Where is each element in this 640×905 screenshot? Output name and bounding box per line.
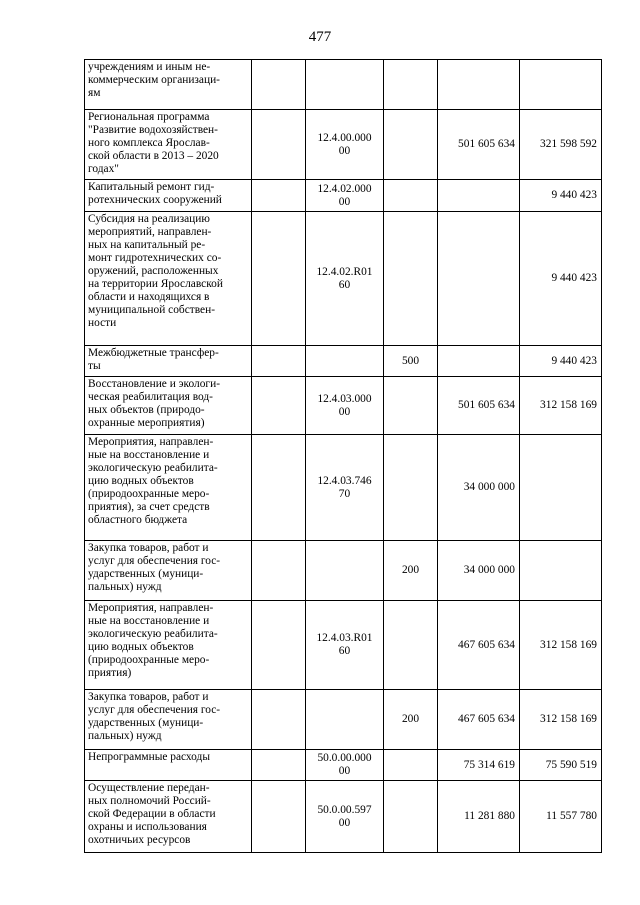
row-amount-2019-cell: 501 605 634 bbox=[438, 110, 520, 180]
row-blank-cell bbox=[252, 750, 306, 781]
row-blank-cell bbox=[252, 601, 306, 690]
row-code-cell: 12.4.02.R01 60 bbox=[306, 212, 384, 346]
row-expense-type-cell bbox=[384, 781, 438, 853]
row-amount-2019-cell: 501 605 634 bbox=[438, 377, 520, 435]
row-amount-2020-cell bbox=[520, 435, 602, 541]
row-code-cell bbox=[306, 541, 384, 601]
row-code-cell bbox=[306, 690, 384, 750]
table-row bbox=[85, 180, 602, 212]
row-amount-2019-cell bbox=[438, 180, 520, 212]
row-expense-type-cell: 200 bbox=[384, 541, 438, 601]
row-code-cell: 12.4.03.000 00 bbox=[306, 377, 384, 435]
row-name-cell: Мероприятия, направлен- ные на восстановление и экологическую реабилита- цию водных объектов (природоохранные меро- приятия), за счет средств областного бюджета bbox=[85, 435, 252, 541]
row-amount-2019-cell: 34 000 000 bbox=[438, 541, 520, 601]
row-expense-type-cell bbox=[384, 435, 438, 541]
row-blank-cell bbox=[252, 60, 306, 110]
row-name-cell: Межбюджетные трансфер- ты bbox=[85, 346, 252, 377]
row-amount-2020-cell: 321 598 592 bbox=[520, 110, 602, 180]
budget-table bbox=[84, 59, 602, 853]
table-row bbox=[85, 110, 602, 180]
row-amount-2019-cell bbox=[438, 346, 520, 377]
row-blank-cell bbox=[252, 212, 306, 346]
row-blank-cell bbox=[252, 180, 306, 212]
table-row bbox=[85, 601, 602, 690]
row-name-cell: Осуществление передан- ных полномочий Россий- ской Федерации в области охраны и использования охотничьих ресурсов bbox=[85, 781, 252, 853]
row-amount-2020-cell bbox=[520, 60, 602, 110]
row-amount-2020-cell: 312 158 169 bbox=[520, 690, 602, 750]
row-amount-2020-cell: 9 440 423 bbox=[520, 180, 602, 212]
row-amount-2019-cell: 75 314 619 bbox=[438, 750, 520, 781]
row-blank-cell bbox=[252, 377, 306, 435]
row-code-cell: 50.0.00.597 00 bbox=[306, 781, 384, 853]
row-name-cell: Мероприятия, направлен- ные на восстановление и экологическую реабилита- цию водных объектов (природоохранные меро- приятия) bbox=[85, 601, 252, 690]
row-blank-cell bbox=[252, 781, 306, 853]
row-amount-2019-cell: 11 281 880 bbox=[438, 781, 520, 853]
row-amount-2019-cell: 467 605 634 bbox=[438, 690, 520, 750]
row-code-cell: 12.4.03.R01 60 bbox=[306, 601, 384, 690]
row-expense-type-cell bbox=[384, 601, 438, 690]
row-expense-type-cell bbox=[384, 377, 438, 435]
row-blank-cell bbox=[252, 435, 306, 541]
row-blank-cell bbox=[252, 541, 306, 601]
row-name-cell: Субсидия на реализацию мероприятий, направлен- ных на капитальный ре- монт гидротехнических со- оружений, расположенных на территории Ярославской области и находящихся в муниципальной собствен- ности bbox=[85, 212, 252, 346]
row-expense-type-cell: 500 bbox=[384, 346, 438, 377]
row-name-cell: Восстановление и экологи- ческая реабилитация вод- ных объектов (природо- охранные мероприятия) bbox=[85, 377, 252, 435]
row-amount-2020-cell: 312 158 169 bbox=[520, 377, 602, 435]
row-expense-type-cell bbox=[384, 212, 438, 346]
row-amount-2020-cell bbox=[520, 541, 602, 601]
row-code-cell bbox=[306, 346, 384, 377]
row-amount-2020-cell: 11 557 780 bbox=[520, 781, 602, 853]
table-row bbox=[85, 750, 602, 781]
row-blank-cell bbox=[252, 690, 306, 750]
row-code-cell: 12.4.00.000 00 bbox=[306, 110, 384, 180]
row-amount-2019-cell bbox=[438, 60, 520, 110]
row-code-cell bbox=[306, 60, 384, 110]
row-expense-type-cell bbox=[384, 750, 438, 781]
row-expense-type-cell bbox=[384, 60, 438, 110]
row-amount-2020-cell: 9 440 423 bbox=[520, 212, 602, 346]
table-row bbox=[85, 60, 602, 110]
row-amount-2019-cell: 34 000 000 bbox=[438, 435, 520, 541]
row-expense-type-cell: 200 bbox=[384, 690, 438, 750]
row-amount-2020-cell: 75 590 519 bbox=[520, 750, 602, 781]
table-row bbox=[85, 212, 602, 346]
row-name-cell: Закупка товаров, работ и услуг для обеспечения гос- ударственных (муници- пальных) нужд bbox=[85, 690, 252, 750]
row-blank-cell bbox=[252, 346, 306, 377]
row-amount-2020-cell: 312 158 169 bbox=[520, 601, 602, 690]
page-number: 477 bbox=[308, 29, 332, 45]
table-body bbox=[85, 60, 602, 853]
row-name-cell: Капитальный ремонт гид- ротехнических сооружений bbox=[85, 180, 252, 212]
row-amount-2019-cell bbox=[438, 212, 520, 346]
row-code-cell: 50.0.00.000 00 bbox=[306, 750, 384, 781]
row-blank-cell bbox=[252, 110, 306, 180]
table-row bbox=[85, 435, 602, 541]
row-amount-2019-cell: 467 605 634 bbox=[438, 601, 520, 690]
row-expense-type-cell bbox=[384, 110, 438, 180]
table-row bbox=[85, 781, 602, 853]
table-row bbox=[85, 346, 602, 377]
row-name-cell: Региональная программа "Развитие водохозяйствен- ного комплекса Ярослав- ской области в 2013 – 2020 годах" bbox=[85, 110, 252, 180]
row-name-cell: Непрограммные расходы bbox=[85, 750, 252, 781]
table-row bbox=[85, 690, 602, 750]
row-code-cell: 12.4.02.000 00 bbox=[306, 180, 384, 212]
table-row bbox=[85, 377, 602, 435]
row-name-cell: Закупка товаров, работ и услуг для обеспечения гос- ударственных (муници- пальных) нужд bbox=[85, 541, 252, 601]
row-code-cell: 12.4.03.746 70 bbox=[306, 435, 384, 541]
row-name-cell: учреждениям и иным не- коммерческим организаци- ям bbox=[85, 60, 252, 110]
table-row bbox=[85, 541, 602, 601]
row-expense-type-cell bbox=[384, 180, 438, 212]
row-amount-2020-cell: 9 440 423 bbox=[520, 346, 602, 377]
